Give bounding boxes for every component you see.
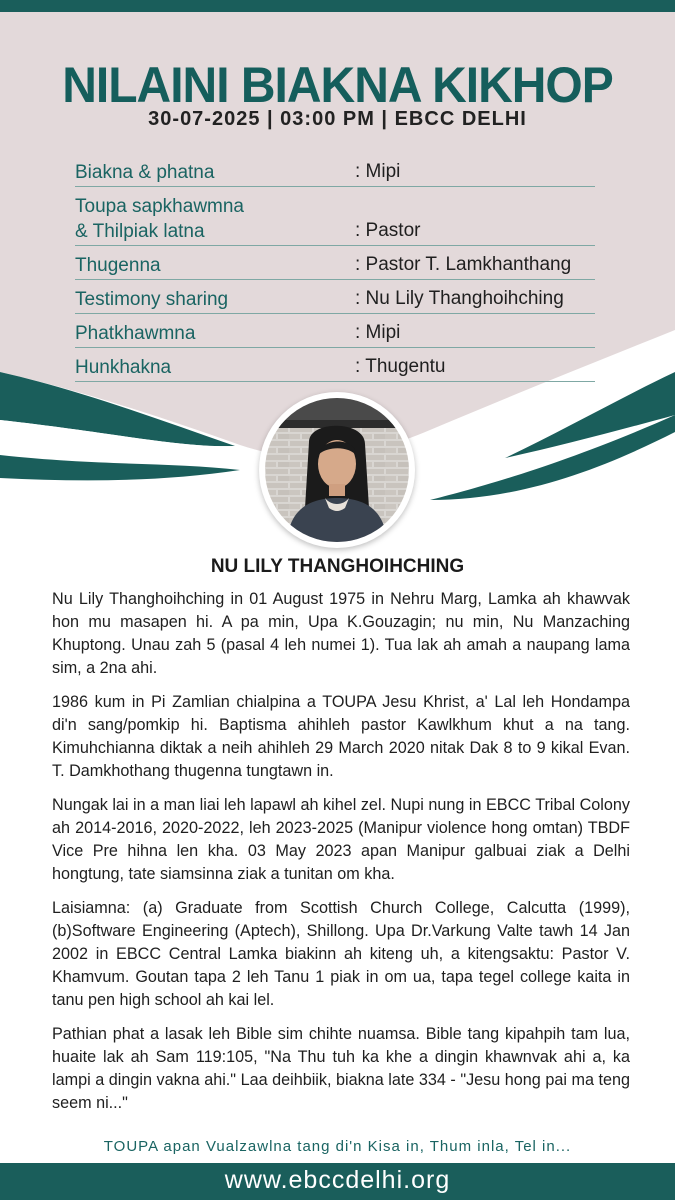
program-list bbox=[75, 156, 595, 382]
program-value: : Pastor bbox=[355, 220, 421, 241]
program-row bbox=[75, 246, 595, 280]
program-role: Biakna & phatna bbox=[75, 162, 215, 183]
event-datetime-venue: 30-07-2025 | 03:00 PM | EBCC DELHI bbox=[148, 108, 527, 130]
bio-paragraph: Nu Lily Thanghoihching in 01 August 1975 in Nehru Marg, Lamka ah khawvak hon mu masapen hi. A pa min, Upa K.Gouzagin; nu min, Nu Manzaching Khuptong. Unau zah 5 (pasal 4 leh numei 1). Tua lak ah amah a naupang lama sim, a 2na ahi. bbox=[52, 590, 630, 677]
program-role: Phatkhawmna bbox=[75, 323, 196, 344]
page-title: NILAINI BIAKNA KIKHOP bbox=[62, 57, 613, 114]
speaker-name: NU LILY THANGHOIHCHING bbox=[210, 556, 465, 577]
program-role: Toupa sapkhawmna & Thilpiak latna bbox=[75, 196, 244, 242]
program-row bbox=[75, 314, 595, 348]
bio-paragraph: Pathian phat a lasak leh Bible sim chihte nuamsa. Bible tang kipahpih tam lua, huaite lak ah Sam 119:105, "Na Thu tuh ka khe a dingin khawnvak ahi a, ka lampi a dingin vakna ahi." Laa deihbiik, biakna late 334 - "Jesu hong pai ma teng seem ni..." bbox=[52, 1025, 630, 1112]
program-row bbox=[75, 280, 595, 314]
speaker-photo bbox=[265, 398, 409, 542]
bio-paragraph: 1986 kum in Pi Zamlian chialpina a TOUPA Jesu Khrist, a' Lal leh Hondampa di'n sang/pomkip hi. Baptisma ahihleh pastor Kawlkhum khut a na tang. Kimuhchianna diktak a neih ahihleh 29 March 2020 nitak Dak 8 to 9 kikal Evan. T. Damkhothang thugenna tungtawn in. bbox=[52, 693, 630, 780]
footer-quote: TOUPA apan Vualzawlna tang di'n Kisa in, Thum inla, Tel in... bbox=[103, 1138, 572, 1155]
program-role: Hunkhakna bbox=[75, 357, 172, 378]
program-role: Testimony sharing bbox=[75, 289, 229, 310]
program-value: : Thugentu bbox=[355, 356, 446, 377]
program-value: : Mipi bbox=[355, 322, 401, 343]
program-role: Thugenna bbox=[75, 255, 161, 276]
program-value: : Nu Lily Thanghoihching bbox=[355, 288, 564, 309]
top-band bbox=[0, 0, 675, 12]
website-link[interactable]: www.ebccdelhi.org bbox=[224, 1166, 451, 1194]
bio-paragraph: Nungak lai in a man liai leh lapawl ah kihel zel. Nupi nung in EBCC Tribal Colony ah 2014-2016, 2020-2022, leh 2023-2025 (Manipur violence hong omtan) TBDF Vice Pre hihna len kha. 03 May 2023 apan Manipur galbuai ziak a Delhi hongtung, tate siamsinna ziak a tunitan om kha. bbox=[52, 796, 630, 883]
testimony-text bbox=[52, 588, 630, 1126]
program-row bbox=[75, 156, 595, 187]
program-row bbox=[75, 348, 595, 382]
program-value: : Mipi bbox=[355, 161, 401, 182]
program-row bbox=[75, 187, 595, 246]
program-value: : Pastor T. Lamkhanthang bbox=[355, 254, 572, 275]
bio-paragraph: Laisiamna: (a) Graduate from Scottish Church College, Calcutta (1999), (b)Software Engineering (Aptech), Shillong. Upa Dr.Varkung Valte tawh 14 Jan 2002 in EBCC Central Lamka biakinn ah kiteng uh, a kitengsaktu: Pastor V. Khamvum. Goutan tapa 2 leh Tanu 1 piak in om ua, tapa tegel college kaita in tanu pen high school ah kai lel. bbox=[52, 899, 630, 1009]
